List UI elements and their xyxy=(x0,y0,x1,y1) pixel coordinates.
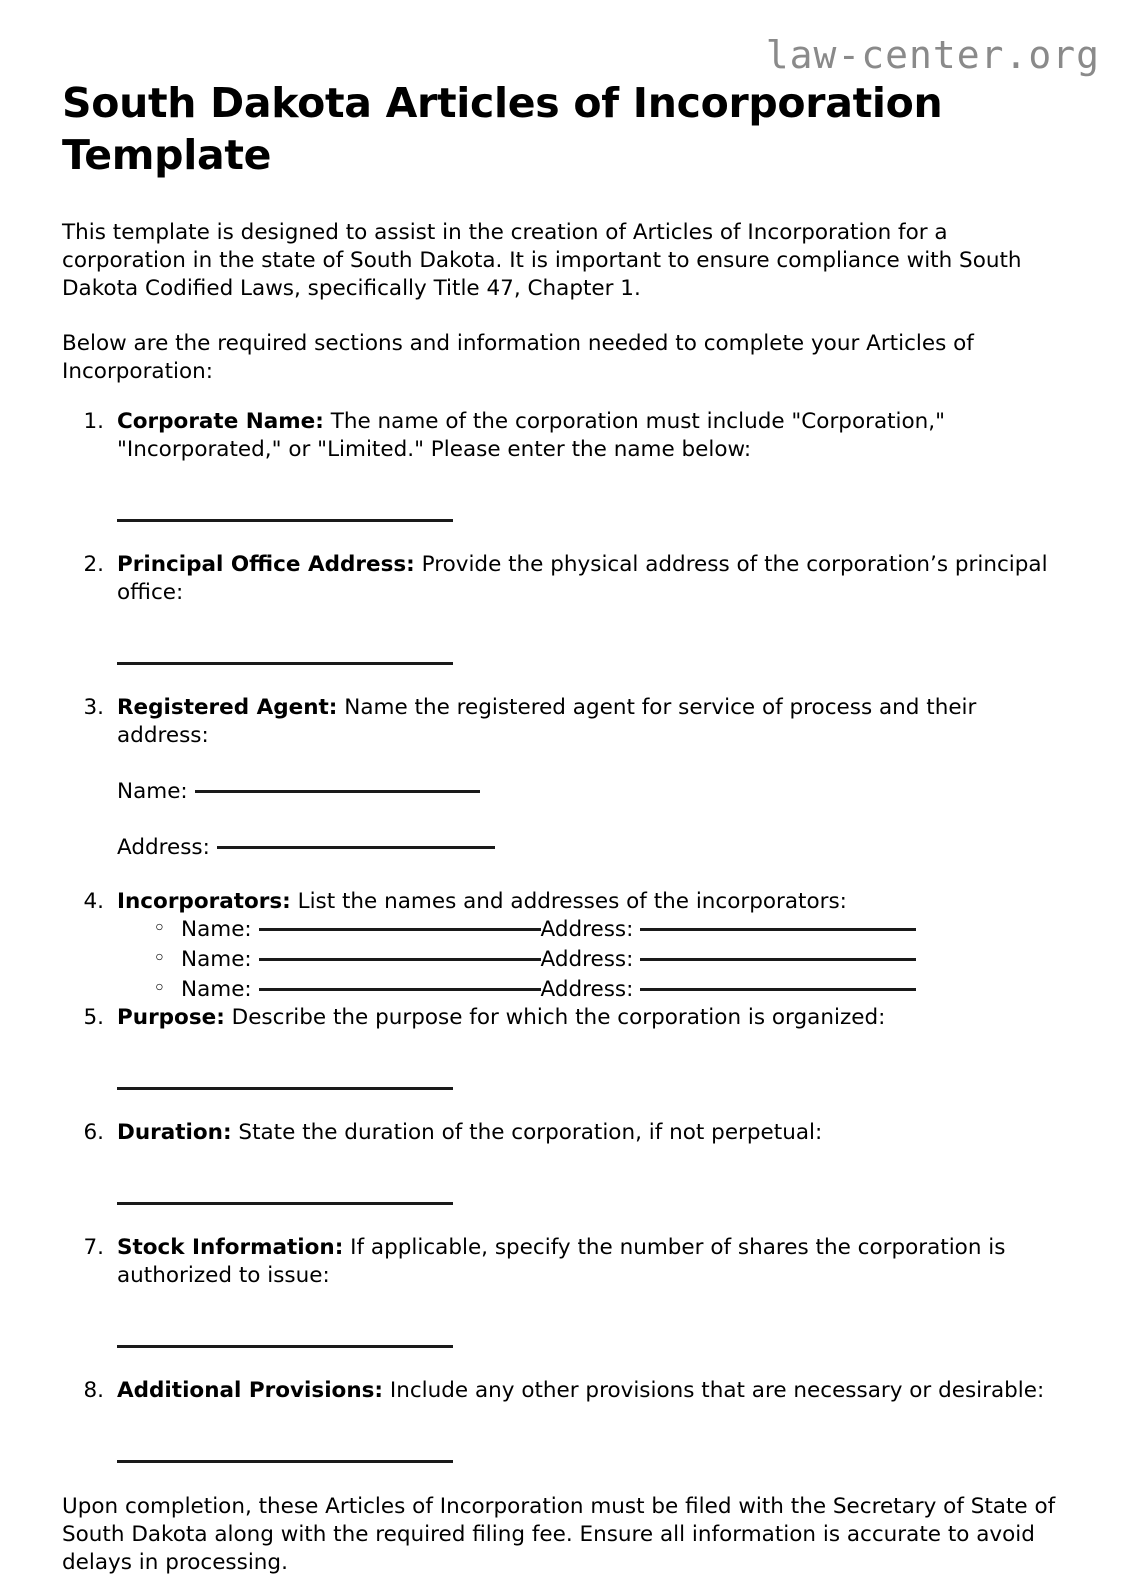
item-description: Name the registered agent for service of process and their address: xyxy=(117,694,977,748)
fill-in-line-corporate-name[interactable] xyxy=(117,519,453,522)
item-description: The name of the corporation must include "Corporation," "Incorporated," or "Limited." Please enter the name below: xyxy=(117,409,946,462)
registered-agent-name-label: Name: xyxy=(117,778,195,804)
registered-agent-name-row xyxy=(117,778,1071,806)
closing-paragraph: Upon completion, these Articles of Incorporation must be filed with the Secretary of State of South Dakota along with the required filing fee. Ensure all information is accurate to avoid delays in processing. xyxy=(62,1494,1056,1575)
list-item-registered-agent xyxy=(62,694,1071,888)
item-body xyxy=(117,694,1071,750)
item-label: Duration: xyxy=(117,1120,232,1146)
item-label: Incorporators: xyxy=(117,888,291,914)
fill-in-line-principal-office-address[interactable] xyxy=(117,662,453,665)
registered-agent-address-row xyxy=(117,834,1071,862)
item-label: Additional Provisions: xyxy=(117,1378,384,1404)
item-label: Registered Agent: xyxy=(117,694,338,720)
item-body xyxy=(117,1234,1071,1290)
intro-paragraph-1: This template is designed to assist in the creation of Articles of Incorporation for a corporation in the state of South Dakota. It is important to ensure compliance with South Dakota Codified Laws, specifically Title 47, Chapter 1. xyxy=(62,220,1022,302)
incorporator-address-label: Address: xyxy=(540,917,641,943)
item-body xyxy=(117,551,1071,607)
fill-in-line-purpose[interactable] xyxy=(117,1087,453,1090)
item-description: Include any other provisions that are necessary or desirable: xyxy=(383,1378,1045,1404)
fill-in-line-duration[interactable] xyxy=(117,1202,453,1205)
item-label: Purpose: xyxy=(117,1005,225,1031)
incorporator-address-label: Address: xyxy=(540,947,641,973)
item-description: List the names and addresses of the incorporators: xyxy=(290,888,847,914)
fill-in-line-incorporator-2-name[interactable] xyxy=(259,958,541,961)
item-description: Provide the physical address of the corporation’s principal office: xyxy=(117,551,1048,605)
list-item-corporate-name xyxy=(62,408,1071,522)
fill-in-line-incorporator-1-address[interactable] xyxy=(640,928,916,931)
list-item xyxy=(149,945,1071,975)
intro-paragraph-2: Below are the required sections and information needed to complete your Articles of Incorporation: xyxy=(62,331,974,385)
registered-agent-address-label: Address: xyxy=(117,834,217,860)
list-item-incorporators xyxy=(62,888,1071,1005)
fill-in-line-incorporator-3-address[interactable] xyxy=(640,988,916,991)
fill-in-line-incorporator-2-address[interactable] xyxy=(640,958,916,961)
incorporator-name-label: Name: xyxy=(181,976,259,1002)
list-item xyxy=(149,975,1071,1005)
list-item xyxy=(149,915,1071,945)
item-label: Stock Information: xyxy=(117,1235,344,1261)
fill-in-line-registered-agent-address[interactable] xyxy=(217,846,495,849)
page-title: South Dakota Articles of Incorporation Template xyxy=(62,79,943,179)
incorporator-name-label: Name: xyxy=(181,917,259,943)
list-item-principal-office-address xyxy=(62,551,1071,665)
item-label: Corporate Name: xyxy=(117,409,324,434)
item-body xyxy=(117,1004,1071,1032)
list-item-duration xyxy=(62,1119,1071,1205)
site-watermark: law-center.org xyxy=(765,33,1100,77)
incorporator-address-label: Address: xyxy=(540,976,641,1002)
item-body xyxy=(117,408,1071,464)
list-item-purpose xyxy=(62,1004,1071,1090)
fill-in-line-incorporator-1-name[interactable] xyxy=(259,928,541,931)
list-item-stock-information xyxy=(62,1234,1071,1348)
fill-in-line-additional-provisions[interactable] xyxy=(117,1460,453,1463)
item-body xyxy=(117,1377,1071,1405)
fill-in-line-incorporator-3-name[interactable] xyxy=(259,988,541,991)
requirements-list xyxy=(62,408,1071,1463)
item-label: Principal Office Address: xyxy=(117,551,415,577)
item-body xyxy=(117,888,1071,916)
incorporators-sub-list xyxy=(117,915,1071,1004)
fill-in-line-registered-agent-name[interactable] xyxy=(195,790,480,793)
item-description: If applicable, specify the number of shares the corporation is authorized to issue: xyxy=(117,1235,1006,1289)
list-item-additional-provisions xyxy=(62,1377,1071,1463)
item-description: Describe the purpose for which the corporation is organized: xyxy=(224,1005,886,1031)
incorporator-name-label: Name: xyxy=(181,947,259,973)
item-body xyxy=(117,1119,1071,1147)
fill-in-line-stock-information[interactable] xyxy=(117,1345,453,1348)
item-description: State the duration of the corporation, if not perpetual: xyxy=(231,1120,823,1146)
